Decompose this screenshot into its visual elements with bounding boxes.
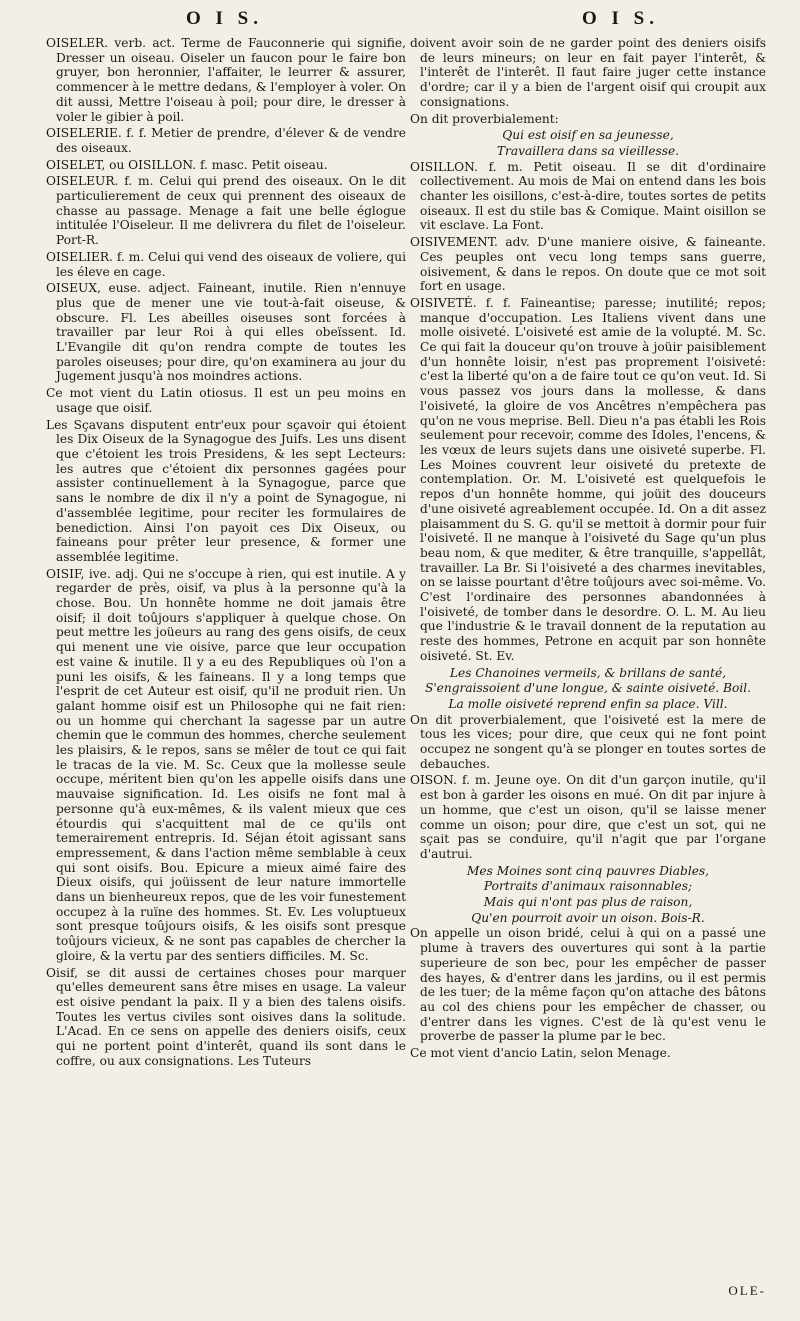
entry-oisivement: OISIVEMENT. adv. D'une maniere oisive, & faineante. Ces peuples ont vecu long temps sans guerre, oisivement, & dans le repos. On doute que ce mot soit fort en usage. [410, 235, 766, 294]
verse-line: Qui est oisif en sa jeunesse, [502, 128, 674, 143]
entry-oison-bride: On appelle un oison bridé, celui à qui on a passé une plume à travers des ouvertures qui sont à la partie superieure de son bec, pour les empêcher de passer des hayes, & d'entrer dans les jardins, ou il est permis de les tuer; de la même façon qu'on attache des bâtons au col des chiens pour les empêcher de chasser, ou d'entrer dans les vignes. C'est de là qu'est venu le proverbe de passer la plume par le bec. [410, 926, 766, 1044]
verse-line: Les Chanoines vermeils, & brillans de santé, [449, 665, 727, 680]
entry-oiseux: OISEUX, euse. adject. Faineant, inutile. Rien n'ennuye plus que de mener une vie tout-à-fait oiseuse, & obscure. Fl. Les abeilles oiseuses sont forcées à travailler par leur Roi à qui elles obeïssent. Id. L'Evangile dit qu'on rendra compte de toutes les paroles oiseuses; pour dire, qu'on examinera au jour du Jugement jusqu'à nos moindres actions. [46, 281, 406, 384]
entry-oisif-continued: doivent avoir soin de ne garder point des deniers oisifs de leurs mineurs; on leur en fait payer l'interêt, & l'interêt de l'interêt. Il faut faire juger cette instance d'ordre; car il y a bien de l'argent oisif qui croupit aux consignations. [410, 36, 766, 109]
left-column [46, 36, 406, 1071]
verse-line: Mais qui n'ont pas plus de raison, [483, 895, 693, 910]
entry-dix-oiseux: Les Sçavans disputent entr'eux pour sçavoir qui étoient les Dix Oiseux de la Synagogue des Juifs. Les uns disent que c'étoient les trois Presidens, & les sept Lecteurs: les autres que c'étoient dix personnes gagées pour assister continuellement à la Synagogue, parce que sans le nombre de dix il n'y a point de Synagogue, ni d'assemblée legitime, pour reciter les formulaires de benediction. Ainsi l'on payoit ces Dix Oiseux, ou faineans pour prêter leur presence, & former une assemblée legitime. [46, 417, 406, 564]
entry-oiseler: OISELER. verb. act. Terme de Fauconnerie qui signifie, Dresser un oiseau. Oiseler un faucon pour le faire bon gruyer, bon heronnier, l'affaiter, le leurrer & assurer, commencer à le mettre dedans, & l'employer à voler. On dit aussi, Mettre l'oiseau à poil; pour dire, le dresser à voler le gibier à poil. [46, 36, 406, 124]
entry-oisif: OISIF, ive. adj. Qui ne s'occupe à rien, qui est inutile. A y regarder de près, oisif, va plus à la personne qu'à la chose. Bou. Un honnête homme ne doit jamais être oisif; il doit toûjours s'appliquer à quelque chose. On peut mettre les joüeurs au rang des gens oisifs, de ceux qui menent une vie oisive, parce que leur occupation est vaine & inutile. Il y a eu des Republiques où l'on a puni les oisifs, & les faineans. Il y a long temps que l'esprit de cet Auteur est oisif, qu'il ne produit rien. Un galant homme oisif est un Philosophe qui ne fait rien: ou un homme qui cherchant la sagesse par un autre chemin que le commun des hommes, cherche seulement les plaisirs, & le repos, sans se mêler de tout ce qui fait le tracas de la vie. M. Sc. Ceux que la mollesse seule occupe, méritent bien qu'on les appelle oisifs dans une mauvaise signification. Id. Les oisifs ne font mal à personne qu'à eux-mêmes, & ils valent mieux que ces étourdis qui s'acquittent mal de ce qu'ils ont temerairement entrepris. Id. Séjan étoit agissant sans empressement, & dans l'action même semblable à ceux qui sont oisifs. Bou. Epicure a mieux aimé faire des Dieux oisifs, qui joüissent de leur nature immortelle dans un bienheureux repos, que de les voir funestement occupez à la ruïne des hommes. St. Ev. Les voluptueux sont presque toûjours oisifs, & les oisifs sont presque toûjours vicieux, & ne sont pas capables de chercher la gloire, & la vertu par des sentiers difficiles. M. Sc. [46, 566, 406, 963]
catchword: OLE- [728, 1283, 766, 1298]
entry-oiseleur: OISELEUR. f. m. Celui qui prend des oiseaux. On le dit particulierement de ceux qui prennent des oiseaux de chasse au passage. Menage a fait une belle églogue intitulée l'Oiseleur. Il me delivrera du filet de l'oiseleur. Port-R. [46, 174, 406, 248]
entry-oiselet: OISELET, ou OISILLON. f. masc. Petit oiseau. [46, 157, 328, 172]
entry-oison-etymology: Ce mot vient d'ancio Latin, selon Menage. [410, 1046, 671, 1061]
entry-oiselerie: OISELERIE. f. f. Metier de prendre, d'élever & de vendre des oiseaux. [46, 126, 406, 155]
entry-oisillon: OISILLON. f. m. Petit oiseau. Il se dit d'ordinaire collectivement. Au mois de Mai on entend dans les bois chanter les oisillons, c'est-à-dire, toutes sortes de petits oiseaux. Il est du stile bas & Comique. Maint oisillon se vit esclave. La Font. [410, 159, 766, 233]
right-column [410, 36, 766, 1063]
verse-line: S'engraissoient d'une longue, & sainte oisiveté. Boil. [424, 681, 752, 696]
entry-oison: OISON. f. m. Jeune oye. On dit d'un garçon inutile, qu'il est bon à garder les oisons en mué. On dit par injure à un homme, que c'est un oison, qu'il se laisse mener comme un oison; pour dire, que c'est un sot, qui ne sçait pas se conduire, qu'il n'agit que par l'organe d'autrui. [410, 773, 766, 861]
entry-oiseux-etymology: Ce mot vient du Latin otiosus. Il est un peu moins en usage que oisif. [46, 386, 406, 415]
running-head-left: O I S. [186, 8, 263, 29]
verse-line: Portraits d'animaux raisonnables; [483, 879, 693, 894]
running-head-right: O I S. [582, 8, 659, 29]
verse-line: Qu'en pourroit avoir un oison. Bois-R. [471, 910, 705, 925]
verse-line: Mes Moines sont cinq pauvres Diables, [466, 863, 710, 878]
entry-oisif-choses: Oisif, se dit aussi de certaines choses pour marquer qu'elles demeurent sans être mises en usage. La valeur est oisive pendant la paix. Il y a bien des talens oisifs. Toutes les vertus civiles sont oisives dans la solitude. L'Acad. En ce sens on appelle des deniers oisifs, ceux qui ne portent point d'interêt, quand ils sont dans le coffre, ou aux consignations. Les Tuteurs [46, 965, 406, 1068]
entry-oiselier: OISELIER. f. m. Celui qui vend des oiseaux de voliere, qui les éleve en cage. [46, 249, 406, 279]
entry-oisivete-proverb: On dit proverbialement, que l'oisiveté est la mere de tous les vices; pour dire, que ceux qui ne font point occupez ne songent qu'à se plonger en toutes sortes de debauches. [410, 712, 766, 771]
entry-proverb-intro: On dit proverbialement: [410, 111, 559, 126]
verse-line: Travaillera dans sa vieillesse. [496, 143, 680, 158]
entry-oisivete: OISIVETÉ. f. f. Faineantise; paresse; inutilité; repos; manque d'occupation. Les Italiens vivent dans une molle oisiveté. L'oisiveté est amie de la volupté. M. Sc. Ce qui fait la douceur qu'on trouve à joüir paisiblement d'un honnête loisir, n'est pas proprement l'oisiveté: c'est la liberté qu'on a de faire tout ce qu'on veut. Id. Si vous passez vos jours dans la mollesse, & dans l'oisiveté, la gloire de vos Ancêtres n'empêchera pas qu'on ne vous meprise. Bell. Dieu n'a pas établi les Rois seulement pour recevoir, comme des Idoles, l'encens, & les vœux de leurs sujets dans une oisiveté superbe. Fl. Les Moines couvrent leur oisiveté du pretexte de contemplation. Or. M. L'oisiveté est quelquefois le repos d'un honnête homme, qui joüit des douceurs d'une oisiveté agreablement occupée. Id. On a dit assez plaisamment du S. G. qu'il se mettoit à dormir pour fuir l'oisiveté. Il ne manque à l'oisiveté du Sage qu'un plus beau nom, & que mediter, & être tranquille, s'appellât, travailler. La Br. Si l'oisiveté a des charmes inevitables, on se laisse pourtant d'être toûjours avec soi-même. Vo. C'est l'ordinaire des personnes abandonnées à l'oisiveté, de tomber dans le desordre. O. L. M. Au lieu que l'industrie & le travail donnent de la reputation au reste des hommes, Petrone en acquit par son honnête oisiveté. St. Ev. [410, 295, 766, 663]
verse-line: La molle oisiveté reprend enfin sa place. Vill. [448, 696, 728, 711]
